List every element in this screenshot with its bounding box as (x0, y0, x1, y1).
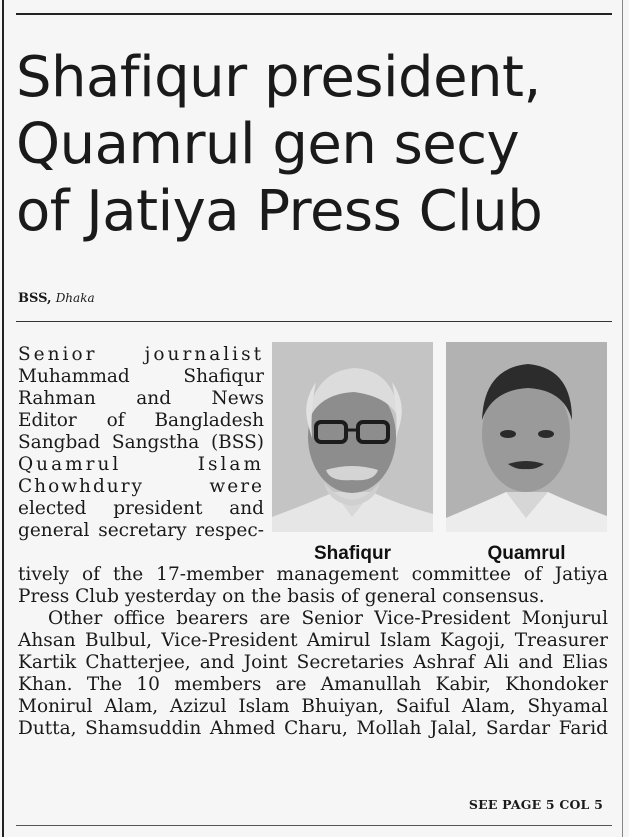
photo-caption: Quamrul (487, 543, 566, 564)
photo-caption: Shafiqur (313, 543, 392, 564)
body-line: Muhammad Shafiqur (18, 366, 264, 387)
body-left-column (18, 344, 264, 542)
continued-on-link[interactable]: SEE PAGE 5 COL 5 (468, 797, 603, 812)
byline (18, 291, 95, 306)
body-line: Sangbad Sangstha (BSS) (18, 432, 264, 453)
top-rule (16, 13, 612, 15)
body-line: Other office bearers are Senior Vice-President Monjurul (48, 608, 608, 629)
body-line: Editor of Bangladesh (18, 410, 264, 431)
body-line: Dutta, Shamsuddin Ahmed Charu, Mollah Jalal, Sardar Farid (18, 718, 608, 739)
photo-shafiqur (272, 342, 433, 532)
byline-rule (16, 321, 612, 322)
body-line: tively of the 17-member management committee of Jatiya (18, 564, 608, 585)
headline-line: Shafiqur president, (16, 45, 541, 110)
body-line: Chowhdury were (18, 476, 264, 497)
portrait-image (446, 342, 607, 532)
body-line: Rahman and News (18, 388, 264, 409)
body-full-width (18, 564, 608, 740)
body-line: general secretary respec- (18, 520, 264, 541)
byline-agency: BSS, (18, 291, 52, 306)
body-line: Press Club yesterday on the basis of general consensus. (18, 586, 545, 607)
body-line: Monirul Alam, Azizul Islam Bhuiyan, Saiful Alam, Shyamal (18, 696, 608, 717)
headline (16, 44, 616, 245)
headline-line: Quamrul gen secy (16, 112, 520, 177)
body-line: Kartik Chatterjee, and Joint Secretaries Ashraf Ali and Elias (18, 652, 608, 673)
headline-line: of Jatiya Press Club (16, 179, 543, 244)
byline-place: Dhaka (55, 291, 95, 305)
column-border-right (622, 0, 623, 837)
bottom-rule (16, 825, 612, 826)
body-line: elected president and (18, 498, 264, 519)
body-line: Khan. The 10 members are Amanullah Kabir, Khondoker (18, 674, 608, 695)
body-line: Quamrul Islam (18, 454, 264, 475)
photo-quamrul (446, 342, 607, 532)
body-line: Ahsan Bulbul, Vice-President Amirul Islam Kagoji, Treasurer (18, 630, 608, 651)
body-line: Senior journalist (18, 344, 264, 365)
portrait-image (272, 342, 433, 532)
column-border-left (2, 0, 4, 837)
